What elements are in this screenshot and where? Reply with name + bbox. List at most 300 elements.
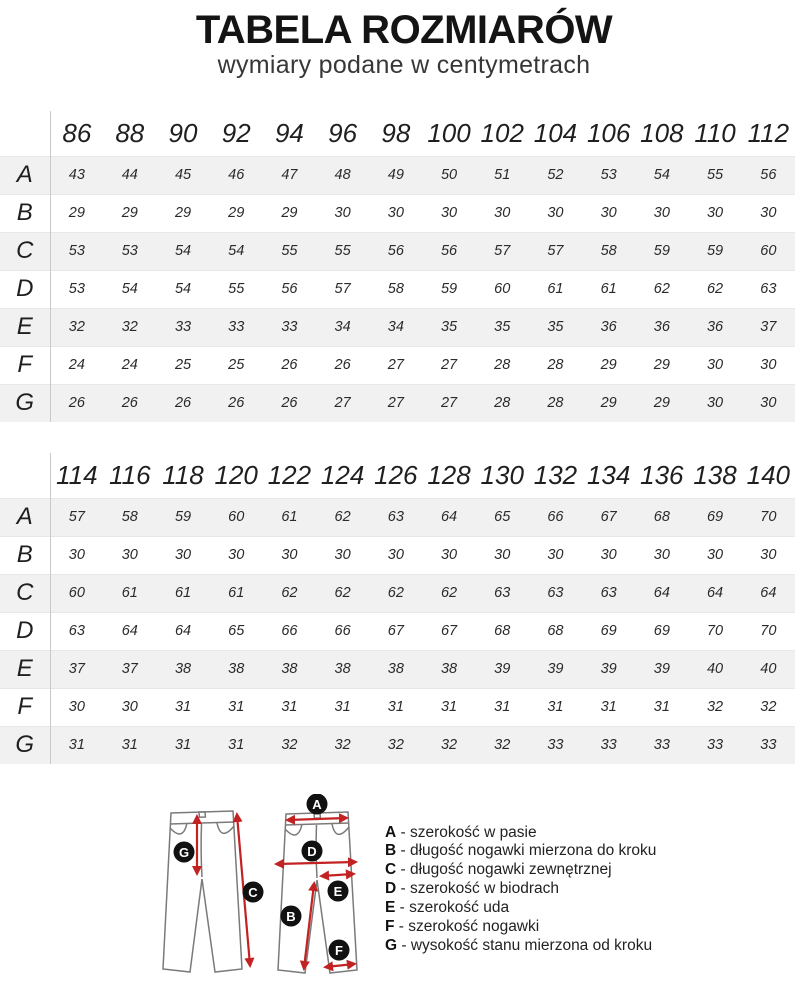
size-column-header: 106 <box>582 111 635 157</box>
measurement-cell: 31 <box>228 699 245 715</box>
measurement-cell: 55 <box>706 167 724 183</box>
measurement-cell: 63 <box>760 281 777 297</box>
size-column-header: 134 <box>582 453 635 499</box>
measurement-cell: 33 <box>653 737 670 753</box>
legend-item <box>385 842 656 861</box>
measurement-cell: 31 <box>50 726 103 764</box>
measurement-cell: 54 <box>174 281 192 297</box>
size-header-row <box>0 453 795 499</box>
measurement-cell: 28 <box>494 395 511 411</box>
legend-separator: - <box>396 880 410 898</box>
measurement-cell: 26 <box>281 395 298 411</box>
measurement-row <box>0 574 795 612</box>
size-column-header: 118 <box>156 453 209 499</box>
measurement-cell: 57 <box>334 281 351 297</box>
measurement-cell: 33 <box>547 737 564 753</box>
measurement-cell: 30 <box>600 547 617 563</box>
measurement-cell: 30 <box>653 205 670 221</box>
measurement-cell: 62 <box>440 585 458 601</box>
measurement-cell: 29 <box>600 357 617 373</box>
measurement-cell: 50 <box>440 167 458 183</box>
measurement-cell: 25 <box>174 357 192 373</box>
measurement-cell: 30 <box>760 395 777 411</box>
measurement-cell: 38 <box>174 661 192 677</box>
measurement-cell: 66 <box>334 623 351 639</box>
size-column-header: 88 <box>103 111 156 157</box>
measurement-cell: 38 <box>281 661 298 677</box>
size-column-header: 86 <box>50 111 103 157</box>
measurement-cell: 27 <box>440 357 458 373</box>
measurement-cell: 61 <box>121 585 138 601</box>
measurement-cell: 30 <box>760 205 777 221</box>
measurement-cell: 54 <box>174 243 192 259</box>
measurement-cell: 29 <box>281 205 298 221</box>
measurement-cell: 60 <box>760 243 777 259</box>
measurement-cell: 62 <box>281 585 298 601</box>
size-header-row <box>0 111 795 157</box>
row-label: A <box>16 503 33 530</box>
measurement-cell: 30 <box>334 547 351 563</box>
measurement-cell: 69 <box>600 623 617 639</box>
size-column-header: 132 <box>529 453 582 499</box>
measurement-cell: 66 <box>547 509 564 525</box>
measurement-cell: 31 <box>653 699 670 715</box>
measurement-cell: 61 <box>174 585 192 601</box>
measurement-row <box>0 536 795 574</box>
measurement-cell: 33 <box>760 737 777 753</box>
measurement-cell: 68 <box>494 623 511 639</box>
measurement-cell: 31 <box>387 699 404 715</box>
measurement-cell: 26 <box>334 357 351 373</box>
measurement-cell: 31 <box>440 699 458 715</box>
row-label: C <box>16 579 34 606</box>
size-column-header: 100 <box>422 111 475 157</box>
measurement-cell: 35 <box>440 319 458 335</box>
measurement-row <box>0 194 795 232</box>
measurement-cell: 29 <box>653 357 670 373</box>
measurement-cell: 65 <box>494 509 511 525</box>
measurement-cell: 26 <box>121 395 138 411</box>
measurement-cell: 67 <box>600 509 617 525</box>
measurement-cell: 30 <box>334 205 351 221</box>
measurement-cell: 66 <box>281 623 298 639</box>
measurement-cell: 25 <box>228 357 245 373</box>
measurement-cell: 53 <box>600 167 617 183</box>
legend-text: wysokość stanu mierzona od kroku <box>410 936 653 954</box>
measurement-cell: 59 <box>174 509 192 525</box>
pants-right <box>277 794 357 973</box>
legend-letter: B <box>385 842 397 860</box>
row-label: F <box>17 693 33 720</box>
measurement-cell: 31 <box>174 737 192 753</box>
legend-text: szerokość nogawki <box>408 918 540 936</box>
row-label: E <box>16 655 33 682</box>
size-column-header: 124 <box>316 453 369 499</box>
measurement-cell: 60 <box>228 509 245 525</box>
measurement-cell: 55 <box>281 243 298 259</box>
measurement-cell: 70 <box>760 509 777 525</box>
measurement-cell: 70 <box>760 623 777 639</box>
size-column-header: 92 <box>210 111 263 157</box>
measurement-cell: 30 <box>50 536 103 574</box>
measurement-cell: 36 <box>706 319 724 335</box>
corner-cell <box>0 111 50 157</box>
marker-F-letter: F <box>335 942 343 958</box>
measurement-cell: 30 <box>760 357 777 373</box>
legend-item <box>385 937 656 956</box>
measurement-cell: 39 <box>600 661 617 677</box>
measurement-cell: 61 <box>228 585 245 601</box>
size-table-lower <box>0 453 795 764</box>
measurement-cell: 30 <box>281 547 298 563</box>
measurement-cell: 64 <box>760 585 777 601</box>
measurement-cell: 63 <box>387 509 404 525</box>
measurement-cell: 40 <box>706 661 724 677</box>
size-column-header: 114 <box>50 453 103 499</box>
measurement-cell: 65 <box>228 623 245 639</box>
legend-separator: - <box>395 899 410 917</box>
measurement-cell: 24 <box>121 357 138 373</box>
measurement-row <box>0 156 795 194</box>
measurement-row <box>0 498 795 536</box>
measurement-cell: 31 <box>281 699 298 715</box>
measurement-row <box>0 726 795 764</box>
pants-left <box>163 811 264 972</box>
measurement-cell: 30 <box>706 547 724 563</box>
measurement-cell: 31 <box>228 737 245 753</box>
size-column-header: 90 <box>156 111 209 157</box>
measurement-legend <box>385 824 656 956</box>
measurement-cell: 32 <box>50 308 103 346</box>
legend-letter: F <box>385 918 395 936</box>
legend-item <box>385 861 656 880</box>
measurement-cell: 27 <box>387 357 404 373</box>
measurement-cell: 39 <box>653 661 670 677</box>
size-column-header: 108 <box>635 111 688 157</box>
measurement-cell: 62 <box>334 585 351 601</box>
measurement-cell: 55 <box>334 243 351 259</box>
measurement-cell: 32 <box>281 737 298 753</box>
legend-separator: - <box>396 823 410 841</box>
size-table-upper <box>0 111 795 422</box>
measurement-cell: 30 <box>174 547 192 563</box>
measurement-cell: 61 <box>281 509 298 525</box>
measurement-cell: 30 <box>387 547 404 563</box>
legend-text: długość nogawki mierzona do kroku <box>409 842 657 860</box>
measurement-cell: 63 <box>600 585 617 601</box>
size-column-header: 104 <box>529 111 582 157</box>
measurement-cell: 30 <box>547 205 564 221</box>
measurement-row <box>0 270 795 308</box>
measurement-cell: 29 <box>228 205 245 221</box>
pants-diagram <box>146 794 371 991</box>
measurement-cell: 64 <box>121 623 138 639</box>
row-label: G <box>15 731 35 758</box>
measurement-cell: 55 <box>228 281 245 297</box>
size-column-header: 94 <box>263 111 316 157</box>
row-label: A <box>16 161 33 188</box>
measurement-cell: 61 <box>600 281 617 297</box>
measurement-cell: 26 <box>174 395 192 411</box>
measurement-cell: 30 <box>706 357 724 373</box>
measurement-cell: 44 <box>121 167 138 183</box>
measurement-cell: 32 <box>494 737 511 753</box>
row-label: G <box>15 389 35 416</box>
measurement-cell: 47 <box>281 167 298 183</box>
measurement-cell: 38 <box>387 661 404 677</box>
measurement-cell: 64 <box>174 623 192 639</box>
measurement-cell: 67 <box>387 623 404 639</box>
legend-item <box>385 918 656 937</box>
page-title: TABELA ROZMIARÓW <box>195 8 613 52</box>
measurement-cell: 30 <box>440 547 458 563</box>
measurement-cell: 31 <box>121 737 138 753</box>
measurement-cell: 28 <box>494 357 511 373</box>
measurement-cell: 64 <box>440 509 458 525</box>
measurement-cell: 56 <box>281 281 298 297</box>
measurement-cell: 53 <box>121 243 138 259</box>
size-column-header: 110 <box>688 111 741 157</box>
page-header <box>0 0 808 80</box>
measurement-cell: 56 <box>760 167 777 183</box>
measurement-cell: 36 <box>600 319 617 335</box>
measurement-cell: 51 <box>494 167 511 183</box>
measurement-cell: 60 <box>50 574 103 612</box>
measurement-cell: 30 <box>706 205 724 221</box>
row-label: F <box>17 351 33 378</box>
measurement-cell: 36 <box>653 319 670 335</box>
row-label: B <box>16 541 33 568</box>
measurement-cell: 59 <box>653 243 670 259</box>
legend-separator: - <box>397 936 411 954</box>
measurement-cell: 63 <box>494 585 511 601</box>
measurement-row <box>0 612 795 650</box>
measurement-cell: 30 <box>494 547 511 563</box>
measurement-cell: 58 <box>121 509 138 525</box>
measurement-cell: 27 <box>440 395 458 411</box>
measurement-cell: 29 <box>600 395 617 411</box>
size-column-header: 98 <box>369 111 422 157</box>
legend-letter: D <box>385 880 397 898</box>
measurement-cell: 33 <box>228 319 245 335</box>
measurement-cell: 38 <box>334 661 351 677</box>
measurement-cell: 35 <box>494 319 511 335</box>
measurement-row <box>0 346 795 384</box>
measurement-cell: 26 <box>228 395 245 411</box>
measurement-cell: 26 <box>281 357 298 373</box>
measurement-cell: 30 <box>121 547 138 563</box>
measurement-cell: 24 <box>50 346 103 384</box>
measurement-cell: 30 <box>228 547 245 563</box>
size-column-header: 96 <box>316 111 369 157</box>
measurement-cell: 53 <box>50 232 103 270</box>
measurement-cell: 30 <box>494 205 511 221</box>
measurement-cell: 61 <box>547 281 564 297</box>
measurement-cell: 37 <box>760 319 777 335</box>
measurement-cell: 52 <box>547 167 564 183</box>
legend-letter: E <box>385 899 396 917</box>
measurement-cell: 58 <box>600 243 617 259</box>
measurement-cell: 30 <box>440 205 458 221</box>
measurement-cell: 67 <box>440 623 458 639</box>
legend-letter: C <box>385 861 397 879</box>
corner-cell <box>0 453 50 499</box>
measurement-cell: 58 <box>387 281 404 297</box>
size-column-header: 136 <box>635 453 688 499</box>
measurement-cell: 56 <box>387 243 404 259</box>
measurement-cell: 28 <box>547 357 564 373</box>
measurement-cell: 32 <box>760 699 777 715</box>
measurement-cell: 62 <box>334 509 351 525</box>
measurement-cell: 30 <box>653 547 670 563</box>
measurement-cell: 28 <box>547 395 564 411</box>
measurement-cell: 34 <box>387 319 404 335</box>
legend-separator: - <box>394 918 409 936</box>
row-label: B <box>16 199 33 226</box>
measurement-cell: 68 <box>653 509 670 525</box>
row-label: E <box>16 313 33 340</box>
size-column-header: 102 <box>476 111 529 157</box>
measurement-cell: 30 <box>121 699 138 715</box>
measurement-cell: 53 <box>50 270 103 308</box>
legend-text: szerokość w pasie <box>409 823 537 841</box>
row-label: C <box>16 237 34 264</box>
measurement-cell: 37 <box>50 650 103 688</box>
measurement-cell: 33 <box>706 737 724 753</box>
measurement-row <box>0 308 795 346</box>
measurement-cell: 54 <box>228 243 245 259</box>
row-label: D <box>16 275 34 302</box>
measurement-cell: 27 <box>387 395 404 411</box>
measurement-cell: 63 <box>50 612 103 650</box>
legend-item <box>385 824 656 843</box>
legend-separator: - <box>396 861 410 879</box>
size-column-header: 138 <box>688 453 741 499</box>
marker-G-letter: G <box>178 844 190 860</box>
measurement-row <box>0 650 795 688</box>
measurement-cell: 30 <box>706 395 724 411</box>
measurement-cell: 31 <box>494 699 511 715</box>
legend-text: szerokość w biodrach <box>409 880 560 898</box>
measurement-cell: 29 <box>50 194 103 232</box>
measurement-cell: 32 <box>706 699 724 715</box>
measurement-cell: 30 <box>387 205 404 221</box>
measurement-cell: 31 <box>600 699 617 715</box>
measurement-cell: 54 <box>653 167 670 183</box>
measurement-cell: 57 <box>547 243 564 259</box>
legend-separator: - <box>396 842 410 860</box>
size-column-header: 120 <box>210 453 263 499</box>
measurement-cell: 64 <box>706 585 724 601</box>
measurement-cell: 56 <box>440 243 458 259</box>
measurement-cell: 35 <box>547 319 564 335</box>
legend-letter: A <box>385 823 397 841</box>
size-column-header: 128 <box>422 453 475 499</box>
size-column-header: 126 <box>369 453 422 499</box>
size-column-header: 122 <box>263 453 316 499</box>
measurement-cell: 70 <box>706 623 724 639</box>
measurement-cell: 27 <box>334 395 351 411</box>
legend-text: długość nogawki zewnętrznej <box>409 861 612 879</box>
measurement-cell: 29 <box>174 205 192 221</box>
size-column-header: 112 <box>742 111 795 157</box>
legend-item <box>385 899 656 918</box>
measurement-cell: 63 <box>547 585 564 601</box>
measurement-cell: 31 <box>174 699 192 715</box>
marker-B-letter: B <box>286 908 296 924</box>
row-label: D <box>16 617 34 644</box>
pants-left-outline <box>163 811 242 972</box>
measurement-cell: 29 <box>653 395 670 411</box>
pants-diagram-svg <box>146 794 371 986</box>
measurement-cell: 43 <box>50 156 103 194</box>
marker-C-letter: C <box>248 884 258 900</box>
measurement-cell: 29 <box>121 205 138 221</box>
measurement-row <box>0 688 795 726</box>
measurement-cell: 32 <box>334 737 351 753</box>
measurement-guide <box>0 794 808 991</box>
measurement-cell: 37 <box>121 661 138 677</box>
measurement-cell: 68 <box>547 623 564 639</box>
measurement-cell: 59 <box>440 281 458 297</box>
marker-D-letter: D <box>307 843 317 859</box>
measurement-cell: 34 <box>334 319 351 335</box>
measurement-row <box>0 384 795 422</box>
measurement-cell: 32 <box>387 737 404 753</box>
measurement-cell: 57 <box>494 243 511 259</box>
measurement-cell: 59 <box>706 243 724 259</box>
measurement-cell: 62 <box>706 281 724 297</box>
measurement-cell: 31 <box>547 699 564 715</box>
measurement-cell: 38 <box>228 661 245 677</box>
measurement-cell: 64 <box>653 585 670 601</box>
measurement-cell: 33 <box>281 319 298 335</box>
measurement-cell: 69 <box>706 509 724 525</box>
measurement-cell: 30 <box>600 205 617 221</box>
measurement-cell: 30 <box>760 547 777 563</box>
measurement-cell: 33 <box>174 319 192 335</box>
legend-text: szerokość uda <box>409 899 510 917</box>
measurement-cell: 38 <box>440 661 458 677</box>
measurement-cell: 30 <box>50 688 103 726</box>
measurement-cell: 32 <box>121 319 138 335</box>
size-column-header: 116 <box>103 453 156 499</box>
measurement-cell: 54 <box>121 281 138 297</box>
measurement-cell: 32 <box>440 737 458 753</box>
legend-letter: G <box>385 936 398 954</box>
measurement-cell: 49 <box>387 167 404 183</box>
measurement-cell: 69 <box>653 623 670 639</box>
measurement-row <box>0 232 795 270</box>
marker-E-letter: E <box>333 883 343 899</box>
size-column-header: 130 <box>476 453 529 499</box>
size-column-header: 140 <box>742 453 795 499</box>
measurement-cell: 40 <box>760 661 777 677</box>
measurement-cell: 30 <box>547 547 564 563</box>
measurement-cell: 33 <box>600 737 617 753</box>
measurement-cell: 48 <box>334 167 351 183</box>
measurement-cell: 26 <box>50 384 103 422</box>
page-subtitle: wymiary podane w centymetrach <box>217 51 591 79</box>
measurement-cell: 31 <box>334 699 351 715</box>
marker-A-letter: A <box>312 796 322 812</box>
measurement-cell: 45 <box>174 167 192 183</box>
measurement-cell: 62 <box>387 585 404 601</box>
measurement-cell: 57 <box>50 498 103 536</box>
legend-item <box>385 880 656 899</box>
measurement-cell: 39 <box>494 661 511 677</box>
measurement-cell: 46 <box>228 167 245 183</box>
